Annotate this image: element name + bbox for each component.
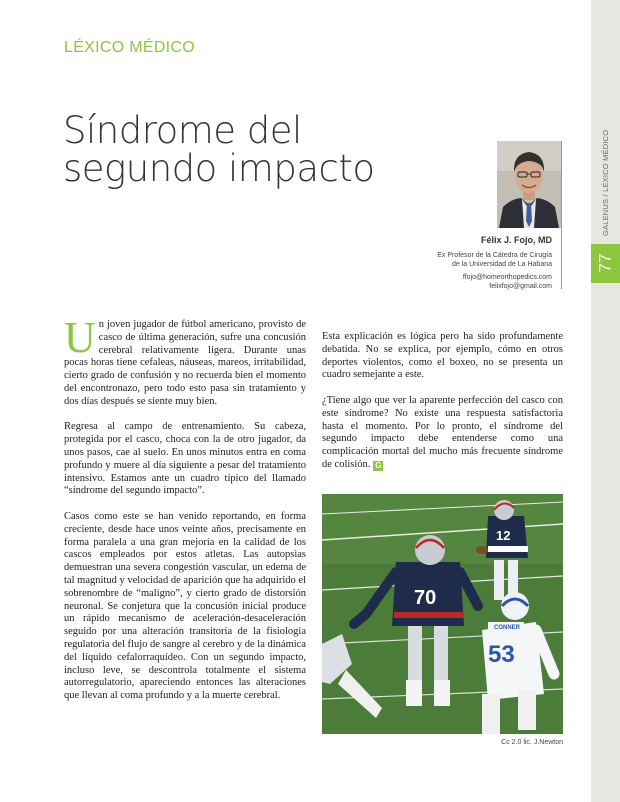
left-column: [64, 313, 306, 716]
section-label: LÉXICO MÉDICO: [64, 39, 196, 56]
author-emails: [463, 273, 552, 291]
title-line-2: segundo impacto: [63, 147, 375, 190]
author-email-2[interactable]: felixfojo@gmail.com: [489, 283, 552, 290]
side-section-label: GALENUS / LÉXICO MÉDICO: [601, 129, 610, 236]
drop-cap: U: [64, 313, 96, 362]
paragraph-5-text: ¿Tiene algo que ver la aparente perfección del casco con este síndrome? No existe una respuesta satisfactoria hasta el momento. Por lo pronto, el síndrome del segundo impacto debe entenderse como una complicación mortal del mucho más frecuente síndrome de colisión.: [322, 394, 563, 470]
title-line-1: Síndrome del: [63, 109, 302, 152]
author-rule: [561, 141, 562, 289]
author-role: [437, 251, 552, 269]
paragraph-5: [322, 395, 563, 472]
author-photo: [497, 141, 561, 228]
author-role-line-1: Ex Profesor de la Cátedra de Cirugía: [437, 252, 552, 259]
end-mark: G: [375, 460, 382, 470]
author-role-line-2: de la Universidad de La Habana: [451, 261, 552, 268]
jersey-number-center: 12: [496, 528, 511, 543]
side-strip: [591, 0, 620, 802]
author-email-1[interactable]: ffojo@homeorthopedics.com: [462, 274, 552, 281]
paragraph-1: [64, 313, 306, 409]
football-photo: [322, 494, 563, 734]
jersey-number-right: 53: [488, 641, 515, 668]
paragraph-3: Casos como este se han venido reportando, en forma creciente, desde hace unos veinte años, precisamente en forma paralela a una gran mejoría en la calidad de los cascos empleados por estos atletas. Las autopsias demuestran una severa congestión vascular, un edema de tal magnitud y velocidad de aparición que ha adquirido el sobrenombre de “maligno”, y cierto grado de distorsión neuronal. Se conjetura que la concusión inicial produce un rápido mecanismo de aceleración-desaceleración seguido por una alteración transitoria de la fisiología regulatoria del flujo de sangre al cerebro y de la dinámica del líquido cefalorraquídeo. Con un segundo impacto, incluso leve, se descontrola totalmente el sistema autorregulatorio, apareciendo entonces las alteraciones que llevan al coma profundo y a la muerte cerebral.: [64, 510, 306, 702]
page-number: 77: [595, 253, 615, 273]
right-column: [322, 331, 563, 485]
article-title: [63, 109, 463, 190]
author-name: Félix J. Fojo, MD: [480, 235, 552, 245]
paragraph-2: Regresa al campo de entrenamiento. Su cabeza, protegida por el casco, choca con la de otro jugador, da unos pasos, cae al suelo. En unos minutos entra en coma profundo y muere al día siguiente a pesar del tratamiento intensivo. Estamos ante un cuadro típico del llamado “síndrome del segundo impacto”.: [64, 421, 306, 497]
paragraph-1-text: n joven jugador de fútbol americano, provisto de casco de última generación, sufre una concusión cerebral relativamente ligera. Durante unas pocas horas tiene cefaleas, náuseas, mareos, irritabilidad, cierto grado de confusión y no recuerda bien el momento del encontronazo, pero todo esto pasa sin tratamiento y dos días después se siente muy bien.: [64, 319, 306, 407]
jersey-nameplate: CONNER: [494, 625, 521, 631]
paragraph-4: Esta explicación es lógica pero ha sido profundamente debatida. No se explica, por ejemplo, cómo en otros deportes violentos, como el boxeo, no se presenta un cuadro semejante a este.: [322, 331, 563, 381]
football-illustration: [322, 494, 563, 734]
photo-credit: Cc 2.0 lic. J.Newton: [501, 739, 563, 746]
author-portrait: [497, 141, 561, 228]
jersey-number-left: 70: [414, 587, 437, 609]
